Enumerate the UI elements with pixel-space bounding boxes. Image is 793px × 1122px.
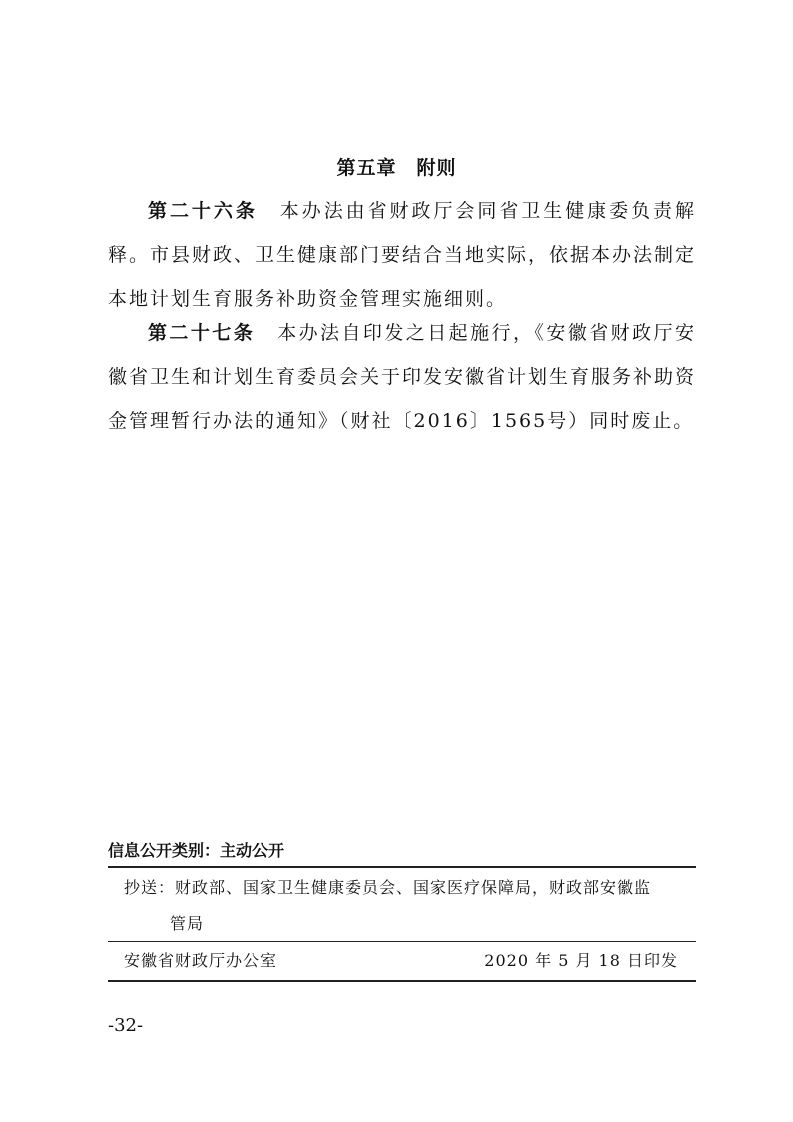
issuing-office: 安徽省财政厅办公室 (124, 951, 278, 970)
footer-rule-top (108, 866, 696, 868)
article-26-text: 本办法由省财政厅会同省卫生健康委负责解释。市县财政、卫生健康部门要结合当地实际，依据本办法制定本地计划生育服务补助资金管理实施细则。 (108, 200, 697, 310)
article-27-text: 本办法自印发之日起施行，《安徽省财政厅安徽省卫生和计划生育委员会关于印发安徽省计划生育服务补助资金管理暂行办法的通知》（财社〔2016〕1565号）同时废止。 (108, 322, 697, 432)
article-27 (108, 311, 696, 443)
article-27-number: 第二十七条 (148, 322, 256, 344)
cc-line-2: 管局 (170, 914, 205, 933)
footer-rule-bottom (108, 980, 696, 982)
page-number: -32- (108, 1015, 144, 1036)
disclosure-category: 信息公开类别：主动公开 (108, 841, 285, 860)
cc-recipients (124, 870, 692, 942)
footer-rule-middle (108, 941, 696, 942)
article-26 (108, 189, 696, 321)
cc-line-1: 抄送：财政部、国家卫生健康委员会、国家医疗保障局，财政部安徽监 (124, 878, 652, 897)
article-26-number: 第二十六条 (148, 200, 258, 222)
chapter-title: 第五章 附则 (336, 157, 457, 179)
issue-date: 2020 年 5 月 18 日印发 (484, 951, 678, 970)
